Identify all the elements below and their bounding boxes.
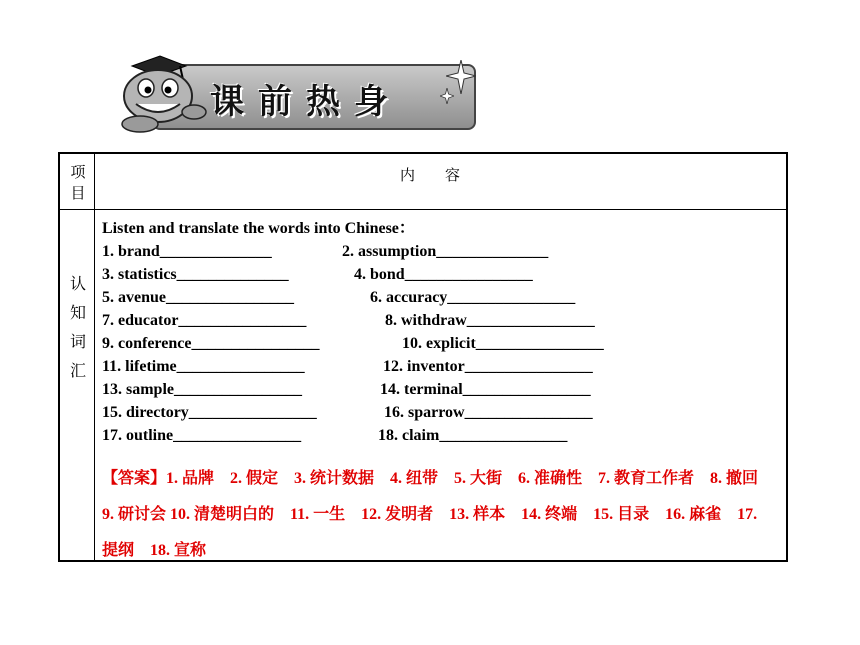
word-item-right: 4. bond________________ (354, 266, 533, 283)
word-item-right: 14. terminal________________ (380, 381, 591, 398)
header-item-label: 项目 (70, 163, 86, 202)
side-label-vocabulary: 认知词汇 (69, 274, 86, 380)
instruction-text: Listen and translate the words into Chinese： (102, 220, 415, 237)
word-list (102, 240, 782, 447)
word-row (102, 378, 782, 401)
word-item-left: 1. brand______________ (102, 243, 272, 260)
word-item-left: 5. avenue________________ (102, 289, 294, 306)
word-row (102, 401, 782, 424)
section-banner (110, 54, 478, 136)
word-item-right: 12. inventor________________ (383, 358, 593, 375)
word-item-left: 15. directory________________ (102, 404, 317, 421)
word-item-right: 6. accuracy________________ (370, 289, 576, 306)
vocabulary-table (58, 152, 788, 562)
word-item-left: 9. conference________________ (102, 335, 320, 352)
word-item-left: 7. educator________________ (102, 312, 307, 329)
answer-text: 【答案】1. 品牌 2. 假定 3. 统计数据 4. 纽带 5. 大街 6. 准确性 7. 教育工作者 8. 撤回 9. 研讨会 10. 清楚明白的 11. 一生 12. 发明者 13. 样本 14. 终端 15. 目录 16. 麻雀 17. 提纲 18. 宣称 (102, 470, 775, 559)
header-content-label: 内容 (400, 166, 491, 184)
small-sparkle-icon (440, 88, 454, 104)
word-item-right: 8. withdraw________________ (385, 312, 595, 329)
word-item-left: 13. sample________________ (102, 381, 302, 398)
table-content (102, 217, 782, 569)
table-column-divider (94, 154, 95, 560)
word-item-left: 17. outline________________ (102, 427, 302, 444)
table-row-divider (60, 209, 786, 210)
word-row (102, 240, 782, 263)
word-item-right: 18. claim________________ (378, 427, 568, 444)
banner-title: 课前热身 (210, 82, 402, 122)
word-row (102, 355, 782, 378)
word-item-right: 10. explicit________________ (402, 335, 604, 352)
word-row (102, 263, 782, 286)
word-item-left: 11. lifetime________________ (102, 358, 305, 375)
mascot-graduate-icon (110, 54, 220, 136)
word-item-left: 3. statistics______________ (102, 266, 289, 283)
word-row (102, 286, 782, 309)
word-item-right: 2. assumption______________ (342, 243, 549, 260)
word-row (102, 332, 782, 355)
word-row (102, 424, 782, 447)
word-item-right: 16. sparrow________________ (384, 404, 593, 421)
word-row (102, 309, 782, 332)
